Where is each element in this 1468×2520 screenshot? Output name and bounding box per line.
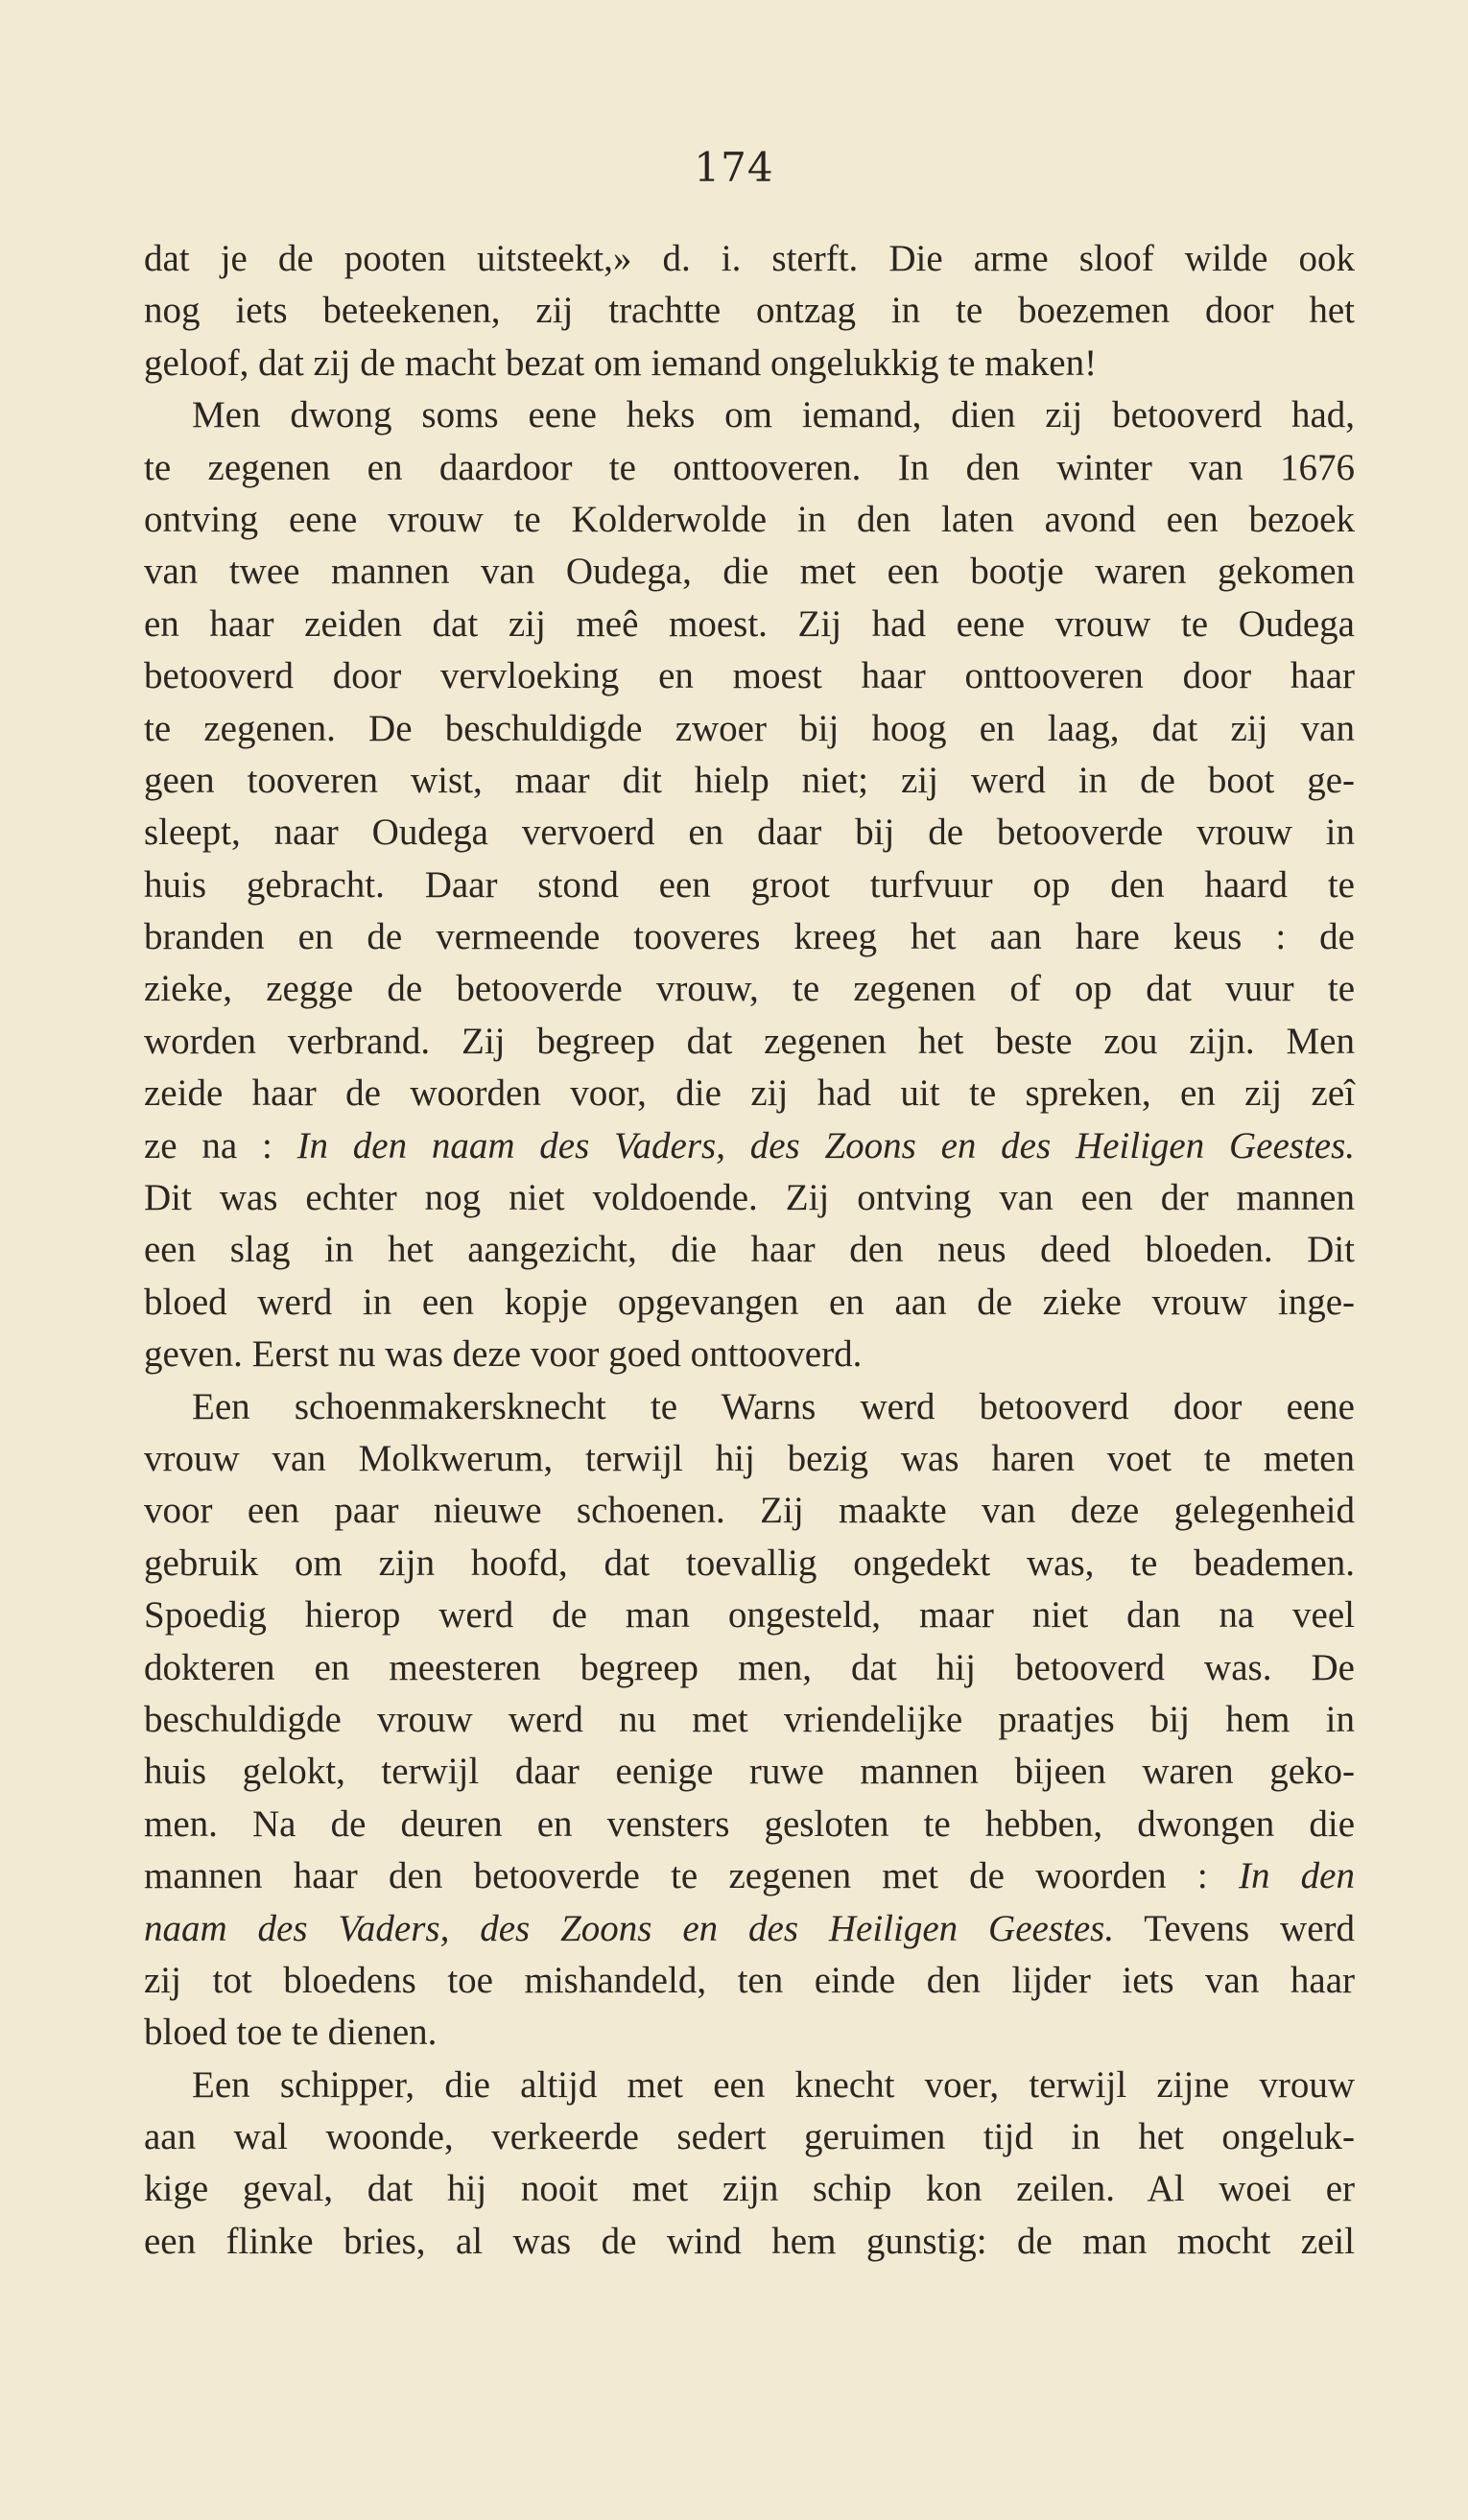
text-line: [144, 1016, 1355, 1068]
text-line: [144, 2111, 1355, 2163]
text-line: [144, 285, 1355, 337]
text-line: [144, 1590, 1355, 1641]
italic-text: naam des Vaders, des Zoons en des Heiligen Geestes.: [144, 1907, 1115, 1949]
text-segment: Dit was echter nog niet voldoende. Zij ontving van een der mannen: [144, 1177, 1355, 1219]
text-segment: geloof, dat zij de macht bezat om iemand ongelukkig te maken!: [144, 341, 1098, 384]
text-segment: nog iets beteekenen, zij trachtte ontzag in te boezemen door het: [144, 290, 1355, 332]
text-segment: kige geval, dat hij nooit met zijn schip kon zeilen. Al woei er: [144, 2168, 1355, 2210]
page-number: 174: [694, 144, 774, 191]
text-segment: betooverd door vervloeking en moest haar onttooveren door haar: [144, 655, 1355, 697]
text-line: [144, 860, 1355, 911]
text-line: [144, 1381, 1355, 1433]
text-segment: een slag in het aangezicht, die haar den neus deed bloeden. Dit: [144, 1229, 1355, 1271]
text-line: [144, 1955, 1355, 2007]
text-line: [144, 1433, 1355, 1485]
text-line: [144, 233, 1355, 285]
text-line: [144, 2007, 1355, 2059]
text-line: [144, 1224, 1355, 1276]
text-line: [144, 1538, 1355, 1590]
text-segment: Een schoenmakersknecht te Warns werd betooverd door eene: [192, 1385, 1355, 1427]
text-segment: voor een paar nieuwe schoenen. Zij maakte van deze gelegenheid: [144, 1490, 1355, 1532]
text-line: [144, 389, 1355, 441]
text-segment: huis gebracht. Daar stond een groot turfvuur op den haard te: [144, 863, 1355, 906]
text-line: [144, 1068, 1355, 1119]
text-segment: van twee mannen van Oudega, die met een bootje waren gekomen: [144, 551, 1355, 593]
text-line: [144, 1694, 1355, 1746]
text-segment: Tevens werd: [1114, 1907, 1356, 1949]
text-segment: geven. Eerst nu was deze voor goed onttooverd.: [144, 1333, 863, 1376]
text-segment: aan wal woonde, verkeerde sedert geruimen tijd in het ongeluk-: [144, 2116, 1355, 2158]
text-segment: branden en de vermeende tooveres kreeg het aan hare keus : de: [144, 916, 1355, 958]
text-segment: zeide haar de woorden voor, die zij had uit te spreken, en zij zeî: [144, 1072, 1355, 1115]
body-text: [144, 233, 1355, 2268]
text-line: [144, 755, 1355, 807]
text-line: [144, 2216, 1355, 2268]
text-segment: ontving eene vrouw te Kolderwolde in den laten avond een bezoek: [144, 498, 1355, 540]
text-segment: geen tooveren wist, maar dit hielp niet; zij werd in de boot ge-: [144, 759, 1355, 801]
text-segment: zij tot bloedens toe mishandeld, ten einde den lijder iets van haar: [144, 1959, 1355, 2001]
text-segment: ze na :: [144, 1124, 297, 1166]
text-line: [144, 1746, 1355, 1798]
text-segment: te zegenen. De beschuldigde zwoer bij hoog en laag, dat zij van: [144, 707, 1355, 749]
text-line: [144, 1903, 1355, 1955]
text-segment: en haar zeiden dat zij meê moest. Zij had eene vrouw te Oudega: [144, 602, 1355, 645]
text-segment: Een schipper, die altijd met een knecht voer, terwijl zijne vrouw: [192, 2063, 1355, 2106]
text-segment: Spoedig hierop werd de man ongesteld, maar niet dan na veel: [144, 1594, 1355, 1637]
text-line: [144, 1120, 1355, 1172]
text-segment: bloed werd in een kopje opgevangen en aan de zieke vrouw inge-: [144, 1281, 1355, 1323]
text-segment: worden verbrand. Zij begreep dat zegenen het beste zou zijn. Men: [144, 1020, 1355, 1062]
text-line: [144, 963, 1355, 1015]
text-segment: een flinke bries, al was de wind hem gunstig: de man mocht zeil: [144, 2220, 1355, 2262]
text-segment: Men dwong soms eene heks om iemand, dien zij betooverd had,: [192, 394, 1355, 436]
text-line: [144, 1642, 1355, 1694]
text-segment: men. Na de deuren en vensters gesloten te hebben, dwongen die: [144, 1802, 1355, 1845]
text-segment: te zegenen en daardoor te onttooveren. In den winter van 1676: [144, 446, 1355, 488]
text-line: [144, 1329, 1355, 1380]
text-line: [144, 599, 1355, 650]
text-line: [144, 442, 1355, 494]
text-line: [144, 1799, 1355, 1850]
text-line: [144, 1172, 1355, 1224]
text-line: [144, 338, 1355, 389]
text-line: [144, 1485, 1355, 1537]
text-segment: vrouw van Molkwerum, terwijl hij bezig was haren voet te meten: [144, 1437, 1355, 1479]
text-line: [144, 807, 1355, 859]
text-segment: beschuldigde vrouw werd nu met vriendelijke praatjes bij hem in: [144, 1698, 1355, 1740]
text-line: [144, 494, 1355, 546]
text-segment: bloed toe te dienen.: [144, 2012, 438, 2054]
text-line: [144, 1850, 1355, 1902]
text-segment: gebruik om zijn hoofd, dat toevallig ongedekt was, te beademen.: [144, 1542, 1355, 1584]
text-line: [144, 650, 1355, 702]
text-line: [144, 2060, 1355, 2111]
text-line: [144, 1277, 1355, 1329]
text-segment: sleept, naar Oudega vervoerd en daar bij de betooverde vrouw in: [144, 812, 1355, 854]
italic-text: In den: [1238, 1855, 1355, 1897]
text-line: [144, 546, 1355, 598]
text-segment: huis gelokt, terwijl daar eenige ruwe mannen bijeen waren geko-: [144, 1751, 1355, 1793]
text-segment: dokteren en meesteren begreep men, dat hij betooverd was. De: [144, 1646, 1355, 1688]
text-line: [144, 703, 1355, 755]
text-line: [144, 911, 1355, 963]
text-segment: dat je de pooten uitsteekt,» d. i. sterft. Die arme sloof wilde ook: [144, 238, 1355, 279]
text-segment: mannen haar den betooverde te zegenen met de woorden :: [144, 1855, 1239, 1897]
text-line: [144, 2163, 1355, 2215]
text-segment: zieke, zegge de betooverde vrouw, te zegenen of op dat vuur te: [144, 968, 1355, 1010]
italic-text: In den naam des Vaders, des Zoons en des Heiligen Geestes.: [296, 1124, 1356, 1166]
